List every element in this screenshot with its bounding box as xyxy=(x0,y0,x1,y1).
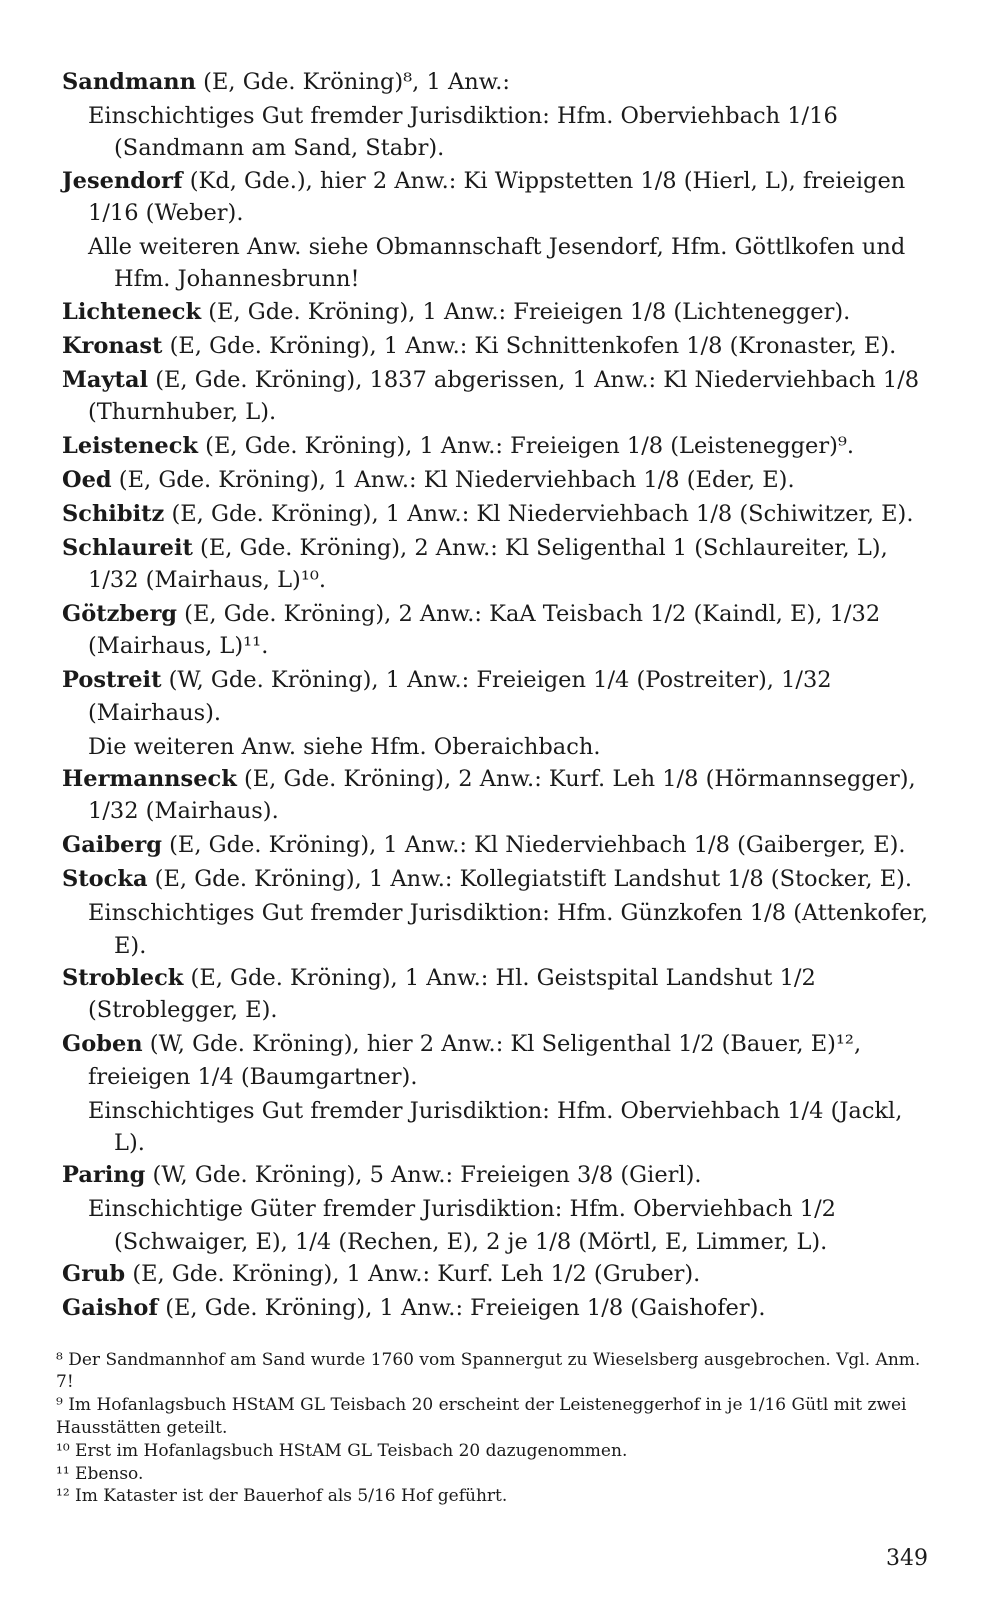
footnote-12: ¹² Im Kataster ist der Bauerhof als 5/16 Hof geführt. xyxy=(56,1486,508,1507)
place-name: Goben xyxy=(62,1031,143,1058)
entry-grub xyxy=(62,1258,938,1290)
sub-line: Die weiteren Anw. siehe Hfm. Oberaichbach. xyxy=(88,733,601,760)
footnote-11: ¹¹ Ebenso. xyxy=(56,1463,144,1484)
place-name: Gaishof xyxy=(62,1295,159,1322)
entry-text: (E, Gde. Kröning), 1 Anw.: Ki Schnittenkofen 1/8 (Kronaster, E). xyxy=(162,332,897,359)
place-name: Sandmann xyxy=(62,69,197,95)
entry-text: (E, Gde. Kröning), 1 Anw.: Kurf. Leh 1/2 (Gruber). xyxy=(125,1261,701,1288)
place-name: Leisteneck xyxy=(62,432,199,459)
entry-text: (E, Gde. Kröning), 1 Anw.: Freieigen 1/8 (Gaishofer). xyxy=(158,1295,766,1322)
entry-text: (E, Gde. Kröning), 1 Anw.: Kollegiatstift Landshut 1/8 (Stocker, E). xyxy=(147,866,913,893)
entry-stocka xyxy=(62,863,938,895)
entry-paring xyxy=(62,1159,938,1191)
entry-text: (E, Gde. Kröning), 1837 abgerissen, 1 Anw.: Kl Niederviehbach 1/8 (Thurnhuber, L). xyxy=(88,366,920,426)
entry-text: (E, Gde. Kröning), 1 Anw.: Kl Niederviehbach 1/8 (Eder, E). xyxy=(111,466,795,493)
entry-text: (W, Gde. Kröning), 1 Anw.: Freieigen 1/4 (Postreiter), 1/32 (Mairhaus). xyxy=(88,667,832,726)
place-name: Kronast xyxy=(62,332,163,359)
sub-line: Einschichtiges Gut fremder Jurisdiktion: Hfm. Oberviehbach 1/4 (Jackl, L). xyxy=(88,1097,903,1156)
entry-sub xyxy=(62,1193,938,1258)
entry-text: (E, Gde. Kröning), 2 Anw.: Kl Seligenthal 1 (Schlaureiter, L), 1/32 (Mairhaus, L)¹⁰. xyxy=(88,534,888,594)
entry-gaishof xyxy=(62,1292,938,1324)
place-name: Strobleck xyxy=(62,964,184,991)
entry-sub xyxy=(62,100,938,165)
footnote-8: ⁸ Der Sandmannhof am Sand wurde 1760 vom Spannergut zu Wieselsberg ausgebrochen. Vgl. Anm. 7! xyxy=(56,1350,921,1393)
entry-goben xyxy=(62,1028,938,1093)
entry-sub xyxy=(62,1095,938,1160)
footnote-10: ¹⁰ Erst im Hofanlagsbuch HStAM GL Teisbach 20 dazugenommen. xyxy=(56,1440,628,1461)
entry-sub xyxy=(62,731,938,763)
entry-list xyxy=(62,66,938,1326)
entry-schibitz xyxy=(62,498,938,530)
entry-text: (E, Gde. Kröning), 1 Anw.: Hl. Geistspital Landshut 1/2 (Stroblegger, E). xyxy=(88,964,816,1024)
entry-maytal xyxy=(62,364,938,429)
entry-lichteneck xyxy=(62,296,938,328)
entry-sub xyxy=(62,231,938,296)
entry-text: (E, Gde. Kröning), 2 Anw.: Kurf. Leh 1/8 (Hörmannsegger), 1/32 (Mairhaus). xyxy=(88,766,916,825)
entry-text: (E, Gde. Kröning), 1 Anw.: Kl Niederviehbach 1/8 (Schiwitzer, E). xyxy=(164,500,914,527)
entry-hermannseck xyxy=(62,763,938,828)
sub-line: Alle weiteren Anw. siehe Obmannschaft Jesendorf, Hfm. Göttlkofen und Hfm. Johannesbrunn! xyxy=(88,234,906,293)
entry-text: (Kd, Gde.), hier 2 Anw.: Ki Wippstetten 1/8 (Hierl, L), freieigen 1/16 (Weber). xyxy=(88,167,906,227)
entry-text: (W, Gde. Kröning), hier 2 Anw.: Kl Seligenthal 1/2 (Bauer, E)¹², freieigen 1/4 (Baumgartner). xyxy=(88,1031,862,1090)
place-name: Grub xyxy=(62,1261,126,1288)
place-name: Götzberg xyxy=(62,601,178,627)
place-name: Gaiberg xyxy=(62,832,162,859)
sub-line: Einschichtiges Gut fremder Jurisdiktion: Hfm. Günzkofen 1/8 (Attenkofer, E). xyxy=(88,900,928,959)
entry-goetzberg xyxy=(62,598,938,663)
entry-text: (E, Gde. Kröning), 1 Anw.: Kl Niederviehbach 1/8 (Gaiberger, E). xyxy=(161,832,906,859)
page-number: 349 xyxy=(886,1546,928,1571)
entry-leisteneck xyxy=(62,430,938,462)
entry-postreit xyxy=(62,664,938,729)
entry-text: (E, Gde. Kröning)⁸, 1 Anw.: xyxy=(196,69,511,95)
entry-sub xyxy=(62,897,938,962)
entry-text: (E, Gde. Kröning), 1 Anw.: Freieigen 1/8 (Leistenegger)⁹. xyxy=(198,432,855,459)
entry-text: (W, Gde. Kröning), 5 Anw.: Freieigen 3/8 (Gierl). xyxy=(145,1162,702,1189)
footnotes xyxy=(56,1349,938,1508)
entry-schlaureit xyxy=(62,532,938,597)
entry-oed xyxy=(62,464,938,496)
entry-sandmann xyxy=(62,66,938,98)
sub-line: Einschichtige Güter fremder Jurisdiktion: Hfm. Oberviehbach 1/2 (Schwaiger, E), 1/4 (Rechen, E), 2 je 1/8 (Mörtl, E, Limmer, L). xyxy=(88,1196,836,1255)
entry-gaiberg xyxy=(62,829,938,861)
entry-kronast xyxy=(62,330,938,362)
footnote-9: ⁹ Im Hofanlagsbuch HStAM GL Teisbach 20 erscheint der Leisteneggerhof in je 1/16 Gütl mit zwei Hausstätten geteilt. xyxy=(56,1395,907,1438)
place-name: Jesendorf xyxy=(62,167,183,194)
place-name: Schlaureit xyxy=(62,534,193,561)
place-name: Paring xyxy=(62,1162,146,1189)
entry-jesendorf xyxy=(62,165,938,230)
sub-line: Einschichtiges Gut fremder Jurisdiktion: Hfm. Oberviehbach 1/16 (Sandmann am Sand, Stabr). xyxy=(88,102,838,162)
place-name: Stocka xyxy=(62,866,148,893)
place-name: Maytal xyxy=(62,366,149,393)
place-name: Schibitz xyxy=(62,500,165,527)
place-name: Postreit xyxy=(62,667,162,694)
place-name: Oed xyxy=(62,466,112,493)
entry-strobleck xyxy=(62,962,938,1027)
entry-text: (E, Gde. Kröning), 1 Anw.: Freieigen 1/8 (Lichtenegger). xyxy=(201,298,851,325)
place-name: Hermannseck xyxy=(62,766,237,793)
place-name: Lichteneck xyxy=(62,298,202,325)
entry-text: (E, Gde. Kröning), 2 Anw.: KaA Teisbach 1/2 (Kaindl, E), 1/32 (Mairhaus, L)¹¹. xyxy=(88,601,881,660)
